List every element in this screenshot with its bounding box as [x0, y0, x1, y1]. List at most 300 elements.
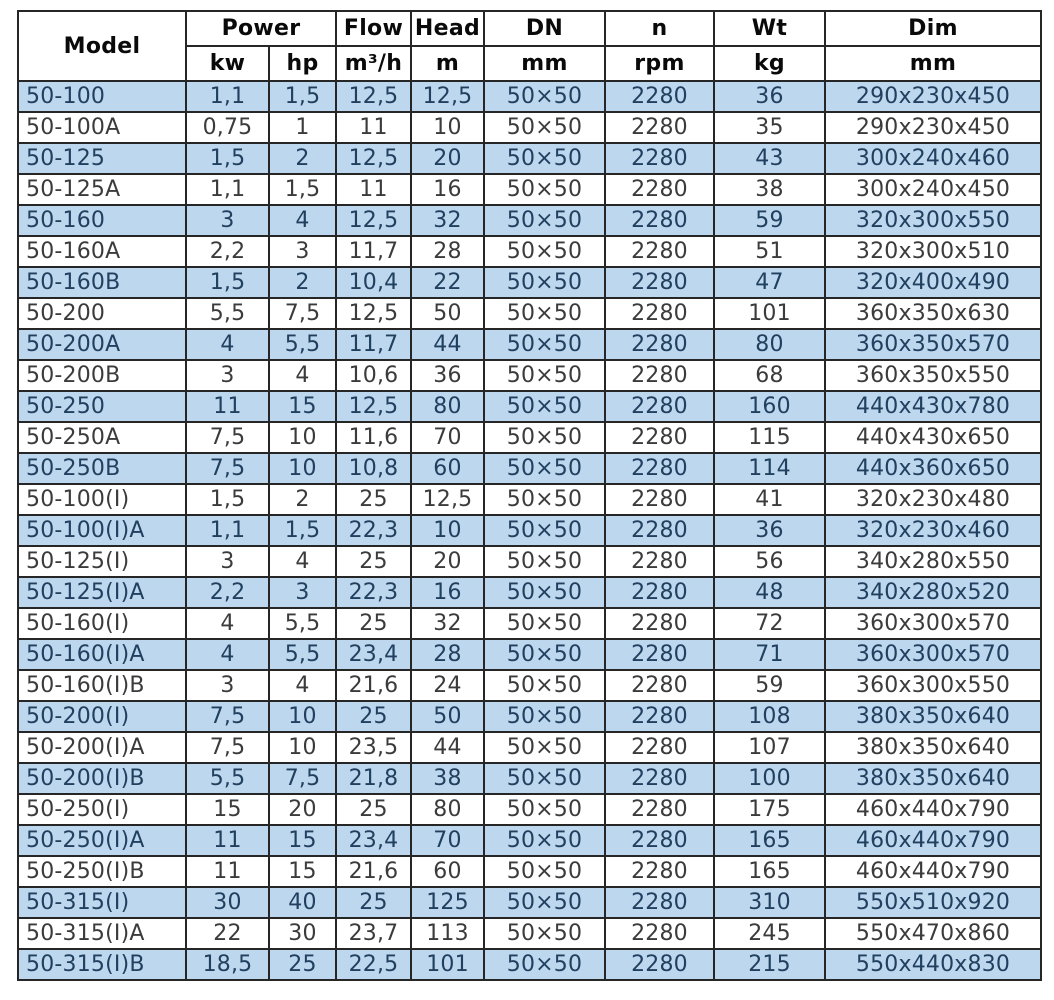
cell-dim: 380x350x640 — [825, 701, 1041, 732]
cell-hp: 2 — [269, 484, 336, 515]
table-row — [18, 856, 1041, 887]
cell-dn: 50×50 — [484, 856, 605, 887]
table-row — [18, 825, 1041, 856]
cell-hp: 1 — [269, 112, 336, 143]
cell-n: 2280 — [605, 515, 714, 546]
cell-kw: 1,1 — [186, 174, 269, 205]
cell-dim: 440x360x650 — [825, 453, 1041, 484]
cell-hp: 15 — [269, 825, 336, 856]
cell-flow: 25 — [336, 546, 411, 577]
cell-n: 2280 — [605, 577, 714, 608]
table-row — [18, 236, 1041, 267]
cell-model: 50-160A — [18, 236, 186, 267]
cell-n: 2280 — [605, 670, 714, 701]
cell-n: 2280 — [605, 856, 714, 887]
cell-kw: 3 — [186, 360, 269, 391]
cell-model: 50-100(I) — [18, 484, 186, 515]
table-row — [18, 949, 1041, 980]
cell-flow: 11,6 — [336, 422, 411, 453]
cell-kw: 18,5 — [186, 949, 269, 980]
cell-hp: 3 — [269, 577, 336, 608]
cell-wt: 59 — [714, 670, 825, 701]
cell-flow: 25 — [336, 701, 411, 732]
cell-dim: 320x300x510 — [825, 236, 1041, 267]
cell-kw: 7,5 — [186, 732, 269, 763]
cell-head: 16 — [411, 577, 484, 608]
cell-kw: 0,75 — [186, 112, 269, 143]
cell-dn: 50×50 — [484, 515, 605, 546]
cell-model: 50-250B — [18, 453, 186, 484]
cell-hp: 1,5 — [269, 81, 336, 112]
cell-dim: 340x280x550 — [825, 546, 1041, 577]
cell-flow: 11 — [336, 174, 411, 205]
cell-wt: 47 — [714, 267, 825, 298]
unit-header-flow: m³/h — [336, 46, 411, 81]
cell-dim: 380x350x640 — [825, 732, 1041, 763]
cell-n: 2280 — [605, 298, 714, 329]
cell-hp: 7,5 — [269, 298, 336, 329]
table-body — [18, 81, 1041, 980]
cell-dim: 440x430x780 — [825, 391, 1041, 422]
cell-dim: 360x300x550 — [825, 670, 1041, 701]
cell-wt: 36 — [714, 515, 825, 546]
table-row — [18, 422, 1041, 453]
cell-model: 50-100 — [18, 81, 186, 112]
cell-kw: 30 — [186, 887, 269, 918]
cell-dn: 50×50 — [484, 949, 605, 980]
cell-flow: 11 — [336, 112, 411, 143]
cell-kw: 3 — [186, 205, 269, 236]
cell-dn: 50×50 — [484, 918, 605, 949]
cell-dn: 50×50 — [484, 794, 605, 825]
cell-dim: 460x440x790 — [825, 856, 1041, 887]
cell-dim: 360x350x630 — [825, 298, 1041, 329]
cell-wt: 56 — [714, 546, 825, 577]
cell-dn: 50×50 — [484, 639, 605, 670]
cell-n: 2280 — [605, 236, 714, 267]
cell-n: 2280 — [605, 701, 714, 732]
cell-dn: 50×50 — [484, 143, 605, 174]
cell-dn: 50×50 — [484, 329, 605, 360]
cell-hp: 5,5 — [269, 608, 336, 639]
cell-flow: 12,5 — [336, 205, 411, 236]
cell-wt: 80 — [714, 329, 825, 360]
cell-hp: 7,5 — [269, 763, 336, 794]
cell-head: 20 — [411, 143, 484, 174]
table-row — [18, 81, 1041, 112]
cell-hp: 15 — [269, 856, 336, 887]
cell-n: 2280 — [605, 763, 714, 794]
cell-model: 50-100A — [18, 112, 186, 143]
cell-dn: 50×50 — [484, 391, 605, 422]
cell-flow: 21,6 — [336, 670, 411, 701]
cell-hp: 3 — [269, 236, 336, 267]
cell-n: 2280 — [605, 825, 714, 856]
cell-head: 22 — [411, 267, 484, 298]
cell-kw: 4 — [186, 608, 269, 639]
table-row — [18, 112, 1041, 143]
cell-wt: 71 — [714, 639, 825, 670]
cell-flow: 12,5 — [336, 143, 411, 174]
cell-model: 50-200(I)A — [18, 732, 186, 763]
cell-wt: 36 — [714, 81, 825, 112]
cell-flow: 23,4 — [336, 825, 411, 856]
cell-flow: 12,5 — [336, 81, 411, 112]
cell-flow: 21,8 — [336, 763, 411, 794]
table-row — [18, 701, 1041, 732]
cell-head: 80 — [411, 794, 484, 825]
cell-dn: 50×50 — [484, 484, 605, 515]
cell-flow: 11,7 — [336, 236, 411, 267]
cell-dn: 50×50 — [484, 670, 605, 701]
cell-dn: 50×50 — [484, 825, 605, 856]
cell-dim: 360x350x570 — [825, 329, 1041, 360]
cell-n: 2280 — [605, 918, 714, 949]
cell-dim: 320x300x550 — [825, 205, 1041, 236]
cell-hp: 4 — [269, 546, 336, 577]
cell-dn: 50×50 — [484, 887, 605, 918]
cell-flow: 10,8 — [336, 453, 411, 484]
cell-model: 50-315(I) — [18, 887, 186, 918]
cell-dn: 50×50 — [484, 267, 605, 298]
cell-wt: 114 — [714, 453, 825, 484]
cell-hp: 25 — [269, 949, 336, 980]
cell-hp: 10 — [269, 732, 336, 763]
cell-dim: 320x230x480 — [825, 484, 1041, 515]
cell-hp: 5,5 — [269, 329, 336, 360]
cell-dim: 360x300x570 — [825, 639, 1041, 670]
cell-kw: 1,5 — [186, 484, 269, 515]
cell-head: 60 — [411, 856, 484, 887]
cell-head: 44 — [411, 329, 484, 360]
table-row — [18, 484, 1041, 515]
cell-wt: 59 — [714, 205, 825, 236]
cell-flow: 23,4 — [336, 639, 411, 670]
cell-model: 50-250 — [18, 391, 186, 422]
cell-model: 50-200 — [18, 298, 186, 329]
cell-head: 50 — [411, 701, 484, 732]
cell-kw: 2,2 — [186, 577, 269, 608]
cell-n: 2280 — [605, 453, 714, 484]
cell-kw: 11 — [186, 391, 269, 422]
cell-hp: 40 — [269, 887, 336, 918]
cell-model: 50-250A — [18, 422, 186, 453]
cell-flow: 10,6 — [336, 360, 411, 391]
table-row — [18, 360, 1041, 391]
cell-kw: 3 — [186, 670, 269, 701]
unit-header-dim: mm — [825, 46, 1041, 81]
cell-dim: 550x470x860 — [825, 918, 1041, 949]
cell-hp: 4 — [269, 205, 336, 236]
cell-model: 50-200B — [18, 360, 186, 391]
cell-head: 10 — [411, 112, 484, 143]
cell-kw: 7,5 — [186, 453, 269, 484]
table-row — [18, 391, 1041, 422]
cell-head: 16 — [411, 174, 484, 205]
cell-model: 50-200A — [18, 329, 186, 360]
cell-model: 50-250(I)B — [18, 856, 186, 887]
cell-n: 2280 — [605, 546, 714, 577]
cell-flow: 22,3 — [336, 515, 411, 546]
unit-header-hp: hp — [269, 46, 336, 81]
cell-n: 2280 — [605, 422, 714, 453]
table-row — [18, 608, 1041, 639]
unit-header-head: m — [411, 46, 484, 81]
cell-head: 44 — [411, 732, 484, 763]
cell-model: 50-125A — [18, 174, 186, 205]
table-row — [18, 546, 1041, 577]
cell-kw: 1,5 — [186, 143, 269, 174]
cell-dim: 550x510x920 — [825, 887, 1041, 918]
table-row — [18, 515, 1041, 546]
column-header-flow: Flow — [336, 11, 411, 46]
cell-dim: 360x300x570 — [825, 608, 1041, 639]
cell-wt: 43 — [714, 143, 825, 174]
cell-wt: 72 — [714, 608, 825, 639]
cell-wt: 115 — [714, 422, 825, 453]
cell-n: 2280 — [605, 794, 714, 825]
cell-head: 10 — [411, 515, 484, 546]
cell-flow: 25 — [336, 608, 411, 639]
cell-model: 50-125(I) — [18, 546, 186, 577]
cell-flow: 25 — [336, 887, 411, 918]
cell-n: 2280 — [605, 174, 714, 205]
table-row — [18, 794, 1041, 825]
cell-dn: 50×50 — [484, 81, 605, 112]
unit-header-n: rpm — [605, 46, 714, 81]
unit-header-wt: kg — [714, 46, 825, 81]
cell-flow: 11,7 — [336, 329, 411, 360]
cell-kw: 7,5 — [186, 701, 269, 732]
cell-kw: 1,5 — [186, 267, 269, 298]
cell-model: 50-250(I) — [18, 794, 186, 825]
unit-header-dn: mm — [484, 46, 605, 81]
table-row — [18, 887, 1041, 918]
cell-head: 20 — [411, 546, 484, 577]
cell-n: 2280 — [605, 329, 714, 360]
cell-kw: 1,1 — [186, 515, 269, 546]
cell-head: 24 — [411, 670, 484, 701]
cell-flow: 21,6 — [336, 856, 411, 887]
cell-wt: 100 — [714, 763, 825, 794]
cell-head: 80 — [411, 391, 484, 422]
cell-model: 50-200(I) — [18, 701, 186, 732]
cell-head: 28 — [411, 639, 484, 670]
cell-n: 2280 — [605, 112, 714, 143]
cell-wt: 41 — [714, 484, 825, 515]
cell-kw: 4 — [186, 639, 269, 670]
cell-n: 2280 — [605, 949, 714, 980]
table-row — [18, 298, 1041, 329]
cell-hp: 4 — [269, 360, 336, 391]
table-row — [18, 670, 1041, 701]
cell-dim: 300x240x450 — [825, 174, 1041, 205]
cell-dn: 50×50 — [484, 236, 605, 267]
column-header-wt: Wt — [714, 11, 825, 46]
cell-head: 38 — [411, 763, 484, 794]
cell-model: 50-125 — [18, 143, 186, 174]
table-row — [18, 174, 1041, 205]
cell-wt: 107 — [714, 732, 825, 763]
cell-n: 2280 — [605, 81, 714, 112]
cell-flow: 25 — [336, 484, 411, 515]
cell-dim: 300x240x460 — [825, 143, 1041, 174]
table-row — [18, 329, 1041, 360]
cell-head: 12,5 — [411, 484, 484, 515]
cell-hp: 2 — [269, 143, 336, 174]
cell-hp: 5,5 — [269, 639, 336, 670]
cell-n: 2280 — [605, 143, 714, 174]
cell-flow: 22,5 — [336, 949, 411, 980]
cell-kw: 4 — [186, 329, 269, 360]
cell-kw: 11 — [186, 856, 269, 887]
cell-head: 36 — [411, 360, 484, 391]
cell-wt: 165 — [714, 825, 825, 856]
cell-n: 2280 — [605, 608, 714, 639]
cell-head: 32 — [411, 205, 484, 236]
cell-wt: 215 — [714, 949, 825, 980]
cell-head: 113 — [411, 918, 484, 949]
table-row — [18, 577, 1041, 608]
cell-dn: 50×50 — [484, 577, 605, 608]
table-header — [18, 11, 1041, 81]
cell-dim: 550x440x830 — [825, 949, 1041, 980]
cell-head: 12,5 — [411, 81, 484, 112]
cell-model: 50-160(I)B — [18, 670, 186, 701]
table-row — [18, 267, 1041, 298]
cell-kw: 5,5 — [186, 298, 269, 329]
cell-dim: 360x350x550 — [825, 360, 1041, 391]
cell-head: 101 — [411, 949, 484, 980]
header-row-groups — [18, 11, 1041, 46]
cell-hp: 10 — [269, 453, 336, 484]
cell-dim: 460x440x790 — [825, 794, 1041, 825]
cell-hp: 1,5 — [269, 515, 336, 546]
cell-n: 2280 — [605, 639, 714, 670]
cell-kw: 15 — [186, 794, 269, 825]
cell-wt: 101 — [714, 298, 825, 329]
cell-dn: 50×50 — [484, 360, 605, 391]
cell-hp: 10 — [269, 422, 336, 453]
cell-wt: 108 — [714, 701, 825, 732]
cell-kw: 7,5 — [186, 422, 269, 453]
cell-wt: 310 — [714, 887, 825, 918]
cell-model: 50-315(I)B — [18, 949, 186, 980]
cell-model: 50-250(I)A — [18, 825, 186, 856]
table-row — [18, 453, 1041, 484]
cell-head: 50 — [411, 298, 484, 329]
cell-head: 70 — [411, 422, 484, 453]
cell-flow: 12,5 — [336, 298, 411, 329]
cell-flow: 10,4 — [336, 267, 411, 298]
cell-n: 2280 — [605, 732, 714, 763]
cell-hp: 4 — [269, 670, 336, 701]
cell-dim: 320x400x490 — [825, 267, 1041, 298]
cell-wt: 245 — [714, 918, 825, 949]
cell-head: 60 — [411, 453, 484, 484]
cell-kw: 11 — [186, 825, 269, 856]
cell-dn: 50×50 — [484, 763, 605, 794]
cell-flow: 23,7 — [336, 918, 411, 949]
cell-dim: 340x280x520 — [825, 577, 1041, 608]
cell-kw: 22 — [186, 918, 269, 949]
cell-kw: 3 — [186, 546, 269, 577]
cell-flow: 12,5 — [336, 391, 411, 422]
cell-wt: 51 — [714, 236, 825, 267]
cell-hp: 30 — [269, 918, 336, 949]
cell-dn: 50×50 — [484, 298, 605, 329]
cell-head: 28 — [411, 236, 484, 267]
cell-wt: 165 — [714, 856, 825, 887]
cell-dim: 440x430x650 — [825, 422, 1041, 453]
cell-hp: 1,5 — [269, 174, 336, 205]
cell-head: 32 — [411, 608, 484, 639]
pump-spec-table — [17, 10, 1042, 981]
column-header-head: Head — [411, 11, 484, 46]
table-row — [18, 143, 1041, 174]
cell-model: 50-160(I)A — [18, 639, 186, 670]
cell-dim: 380x350x640 — [825, 763, 1041, 794]
cell-hp: 15 — [269, 391, 336, 422]
cell-wt: 175 — [714, 794, 825, 825]
unit-header-kw: kw — [186, 46, 269, 81]
cell-wt: 160 — [714, 391, 825, 422]
table-row — [18, 763, 1041, 794]
cell-model: 50-200(I)B — [18, 763, 186, 794]
cell-dim: 290x230x450 — [825, 81, 1041, 112]
cell-dn: 50×50 — [484, 701, 605, 732]
cell-dn: 50×50 — [484, 608, 605, 639]
cell-n: 2280 — [605, 391, 714, 422]
cell-n: 2280 — [605, 267, 714, 298]
cell-dn: 50×50 — [484, 453, 605, 484]
column-header-model: Model — [18, 11, 186, 81]
cell-model: 50-160(I) — [18, 608, 186, 639]
column-header-power: Power — [186, 11, 336, 46]
cell-dn: 50×50 — [484, 546, 605, 577]
cell-n: 2280 — [605, 887, 714, 918]
cell-head: 125 — [411, 887, 484, 918]
cell-hp: 20 — [269, 794, 336, 825]
cell-dn: 50×50 — [484, 112, 605, 143]
cell-model: 50-315(I)A — [18, 918, 186, 949]
cell-head: 70 — [411, 825, 484, 856]
cell-flow: 25 — [336, 794, 411, 825]
cell-n: 2280 — [605, 360, 714, 391]
cell-dim: 320x230x460 — [825, 515, 1041, 546]
cell-flow: 22,3 — [336, 577, 411, 608]
cell-model: 50-100(I)A — [18, 515, 186, 546]
cell-dim: 460x440x790 — [825, 825, 1041, 856]
cell-model: 50-160 — [18, 205, 186, 236]
cell-wt: 38 — [714, 174, 825, 205]
cell-dn: 50×50 — [484, 174, 605, 205]
column-header-n: n — [605, 11, 714, 46]
cell-dn: 50×50 — [484, 422, 605, 453]
cell-dn: 50×50 — [484, 732, 605, 763]
cell-n: 2280 — [605, 484, 714, 515]
cell-dim: 290x230x450 — [825, 112, 1041, 143]
cell-n: 2280 — [605, 205, 714, 236]
table-row — [18, 732, 1041, 763]
column-header-dn: DN — [484, 11, 605, 46]
cell-kw: 5,5 — [186, 763, 269, 794]
cell-model: 50-125(I)A — [18, 577, 186, 608]
cell-dn: 50×50 — [484, 205, 605, 236]
cell-flow: 23,5 — [336, 732, 411, 763]
cell-hp: 10 — [269, 701, 336, 732]
column-header-dim: Dim — [825, 11, 1041, 46]
